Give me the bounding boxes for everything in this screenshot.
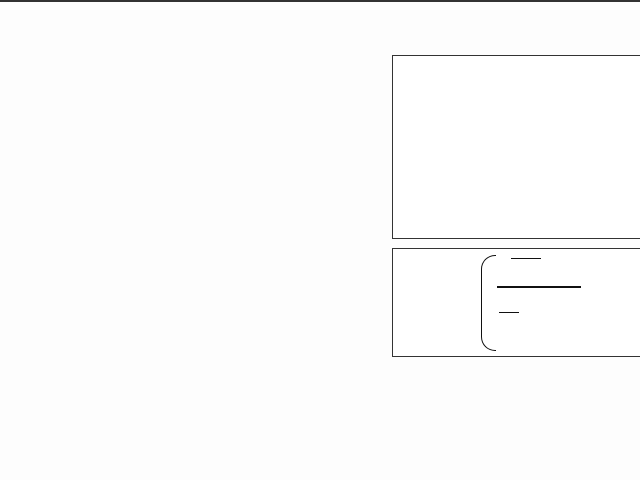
formula-panel: [392, 248, 640, 357]
left-paren-icon: [481, 255, 496, 351]
pi-fraction-bar: [499, 312, 519, 313]
credits-panel: [392, 55, 640, 239]
spacer: [511, 258, 512, 259]
sqrt-bar: [511, 258, 541, 259]
fraction-bar: [497, 286, 581, 288]
time-axis-title: [7, 284, 29, 424]
top-edge: [0, 0, 640, 2]
